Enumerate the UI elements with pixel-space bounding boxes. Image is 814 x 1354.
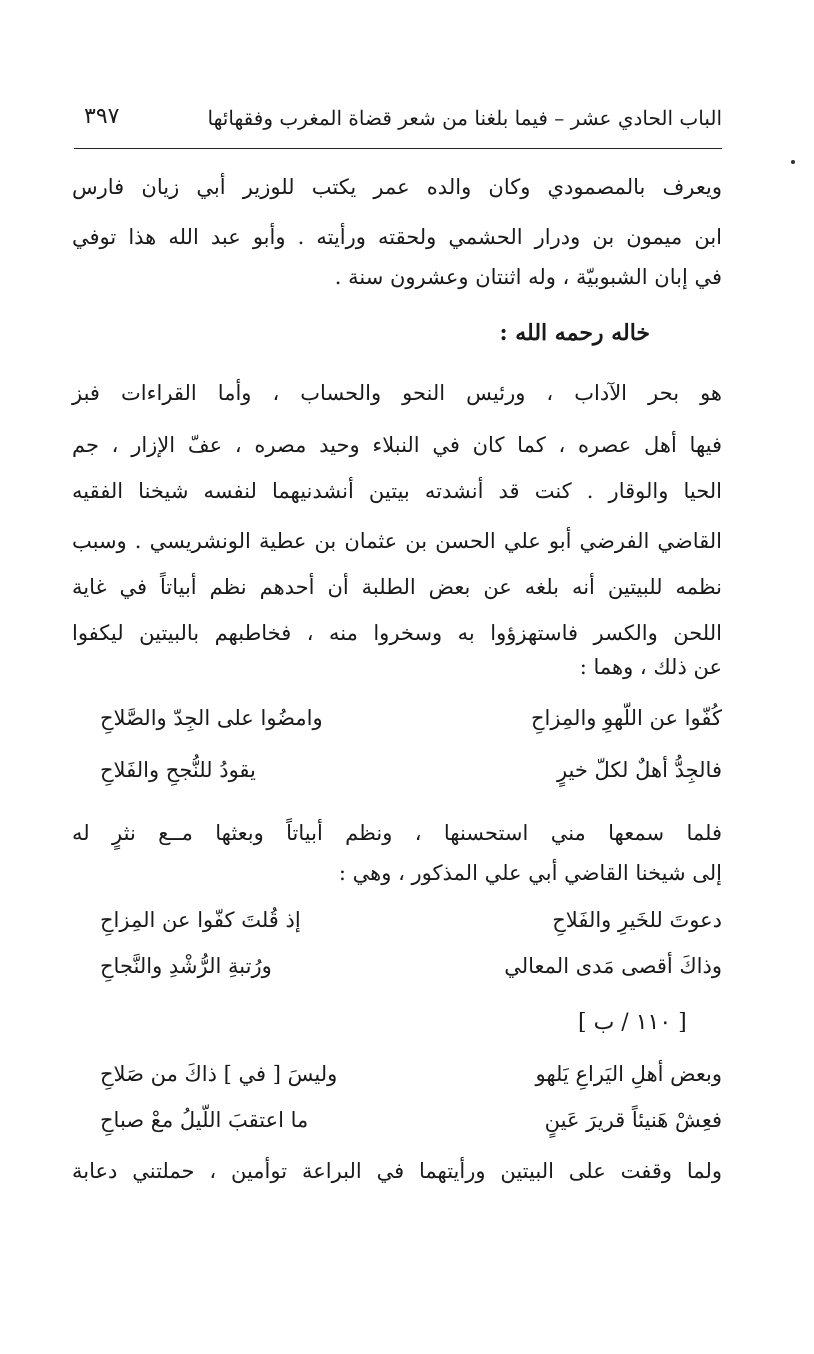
text-line: ابن ميمون بن ودرار الحشمي ولحقته ورأيته . وأبو عبد الله هذا توفي <box>72 225 722 249</box>
text-line: القاضي الفرضي أبو علي الحسن بن عثمان بن عطية الونشريسي . وسبب <box>72 529 722 553</box>
margin-dot <box>791 160 795 164</box>
verse-row <box>100 758 722 794</box>
verse-row <box>100 908 722 944</box>
text-line: هو بحر الآداب ، ورئيس النحو والحساب ، وأما القراءات فبز <box>72 381 722 405</box>
verse-row <box>100 1108 722 1144</box>
verse-first-hemistich: فالجِدُّ أهلٌ لكلّ خيرٍ <box>556 758 722 782</box>
text-line: نظمه للبيتين أنه بلغه عن بعض الطلبة أن أحدهم نظم أبياتاً في غاية <box>72 575 722 599</box>
verse-row <box>100 706 722 742</box>
verse-second-hemistich: وليسَ [ في ] ذاكَ من صَلاحِ <box>100 1062 338 1086</box>
verse-second-hemistich: وامضُوا على الجِدّ والصَّلاحِ <box>100 706 323 730</box>
verse-second-hemistich: ورُتبةِ الرُّشْدِ والنَّجاحِ <box>100 954 272 978</box>
text-line: فيها أهل عصره ، كما كان في النبلاء وحيد مصره ، عفّ الإزار ، جم <box>72 433 722 457</box>
text-line: عن ذلك ، وهما : <box>579 655 722 679</box>
page-number: ٣٩٧ <box>84 104 120 129</box>
text-line: في إبان الشبوبيّة ، وله اثنتان وعشرون سنة . <box>334 265 722 289</box>
verse-second-hemistich: يقودُ للنُّجحِ والفَلاحِ <box>100 758 256 782</box>
text-line: ويعرف بالمصمودي وكان والده عمر يكتب للوزير أبي زيان فارس <box>72 175 722 199</box>
verse-first-hemistich: وذاكَ أقصى مَدى المعالي <box>504 954 722 978</box>
text-line: الحيا والوقار . كنت قد أنشدته بيتين أنشدنيهما لنفسه شيخنا الفقيه <box>72 479 722 503</box>
verse-first-hemistich: كُفّوا عن اللّهوِ والمِزاحِ <box>530 706 722 730</box>
text-line: ولما وقفت على البيتين ورأيتهما في البراعة توأمين ، حملتني دعابة <box>72 1159 722 1183</box>
chapter-title: الباب الحادي عشر – فيما بلغنا من شعر قضاة المغرب وفقهائها <box>207 106 722 130</box>
header-rule <box>74 148 722 149</box>
folio-marker: [ ١١٠ / ب ] <box>578 1010 687 1035</box>
section-heading: خاله رحمه الله : <box>499 320 650 346</box>
verse-second-hemistich: ما اعتقبَ اللّيلُ معْ صباحِ <box>100 1108 309 1132</box>
text-line: إلى شيخنا القاضي أبي علي المذكور ، وهي : <box>338 861 722 885</box>
text-line: فلما سمعها مني استحسنها ، ونظم أبياتاً وبعثها مــع نثرٍ له <box>72 821 722 845</box>
text-line: اللحن والكسر فاستهزؤوا به وسخروا منه ، فخاطبهم بالبيتين ليكفوا <box>72 621 722 645</box>
verse-first-hemistich: دعوتَ للخَيرِ والفَلاحِ <box>552 908 722 932</box>
verse-first-hemistich: وبعض أهلِ اليَراعِ يَلهو <box>535 1062 722 1086</box>
verse-row <box>100 1062 722 1098</box>
verse-first-hemistich: فعِشْ هَنيئاً قريرَ عَينٍ <box>544 1108 722 1132</box>
verse-row <box>100 954 722 990</box>
running-header <box>72 100 722 144</box>
verse-second-hemistich: إذ قُلتَ كفّوا عن المِزاحِ <box>100 908 301 932</box>
